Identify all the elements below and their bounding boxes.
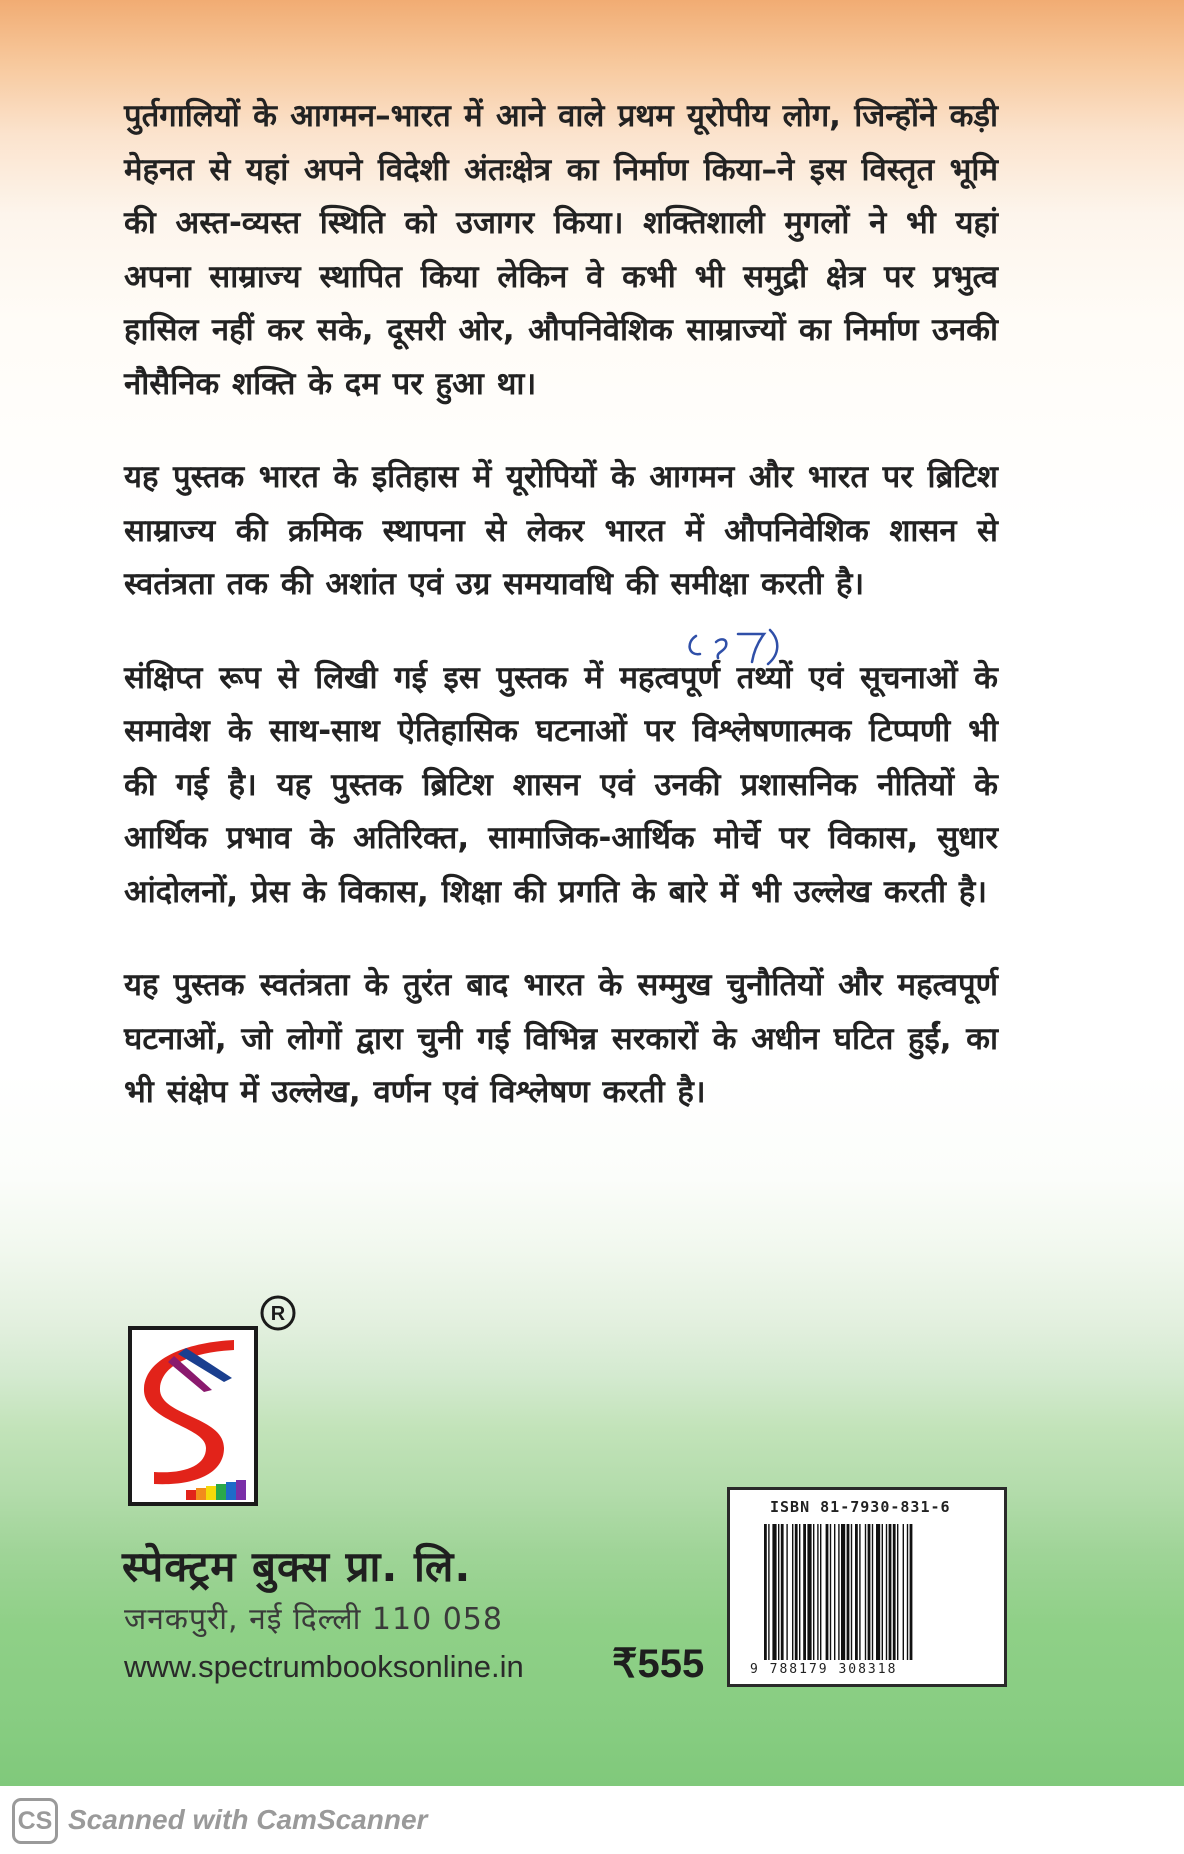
camscanner-watermark-text: Scanned with CamScanner [68,1804,428,1835]
publisher-website-link[interactable]: www.spectrumbooksonline.in [124,1649,524,1684]
blurb-paragraph-4: यह पुस्तक स्वतंत्रता के तुरंत बाद भारत के सम्मुख चुनौतियों और महत्वपूर्ण घटनाओं, जो लोगों द्वारा चुनी गई विभिन्न सरकारों के अधीन घटित हुईं, का भी संक्षेप में उल्लेख, वर्णन एवं विश्लेषण करती है। [124,967,998,1110]
blurb-paragraph-2: यह पुस्तक भारत के इतिहास में यूरोपियों के आगमन और भारत पर ब्रिटिश साम्राज्य की क्रमिक स्थापना से लेकर भारत में औपनिवेशिक शासन से स्वतंत्रता तक की अशांत एवं उग्र समयावधि की समीक्षा करती है। [124,459,998,602]
publisher-name: स्पेक्ट्रम बुक्स प्रा. लि. [122,1542,472,1591]
blurb-paragraph-1: पुर्तगालियों के आगमन–भारत में आने वाले प्रथम यूरोपीय लोग, जिन्होंने कड़ी मेहनत से यहां अपने विदेशी अंतःक्षेत्र का निर्माण किया–ने इस विस्तृत भूमि की अस्त-व्यस्त स्थिति को उजागर किया। शक्तिशाली मुगलों ने भी यहां अपना साम्राज्य स्थापित किया लेकिन वे कभी भी समुद्री क्षेत्र पर प्रभुत्व हासिल नहीं कर सके, दूसरी ओर, औपनिवेशिक साम्राज्यों का निर्माण उनकी नौसैनिक शक्ति के दम पर हुआ था। [124,98,998,402]
publisher-address: जनकपुरी, नई दिल्ली 110 058 [124,1602,503,1637]
handwritten-mark-scribble [682,622,792,666]
barcode-digits: 9 788179 308318 [750,1662,898,1677]
isbn-label: ISBN 81-7930-831-6 [770,1498,951,1516]
camscanner-logo-icon: CS [12,1798,58,1844]
svg-text:R: R [270,1303,286,1325]
blurb-text [124,90,998,1160]
blurb-paragraph-3: संक्षिप्त रूप से लिखी गई इस पुस्तक में महत्वपूर्ण तथ्यों एवं सूचनाओं के समावेश के साथ-साथ ऐतिहासिक घटनाओं पर विश्लेषणात्मक टिप्पणी भी की गई है। यह पुस्तक ब्रिटिश शासन एवं उनकी प्रशासनिक नीतियों के आर्थिक प्रभाव के अतिरिक्त, सामाजिक-आर्थिक मोर्चे पर विकास, सुधार आंदोलनों, प्रेस के विकास, शिक्षा की प्रगति के बारे में भी उल्लेख करती है। [124,659,998,910]
spectrum-s-logo-icon [128,1326,258,1506]
registered-trademark-icon [258,1293,298,1333]
isbn-barcode-panel [727,1487,1007,1687]
barcode-icon [764,1524,972,1660]
scanner-watermark-bar [0,1786,1184,1854]
book-price: ₹555 [612,1642,705,1686]
